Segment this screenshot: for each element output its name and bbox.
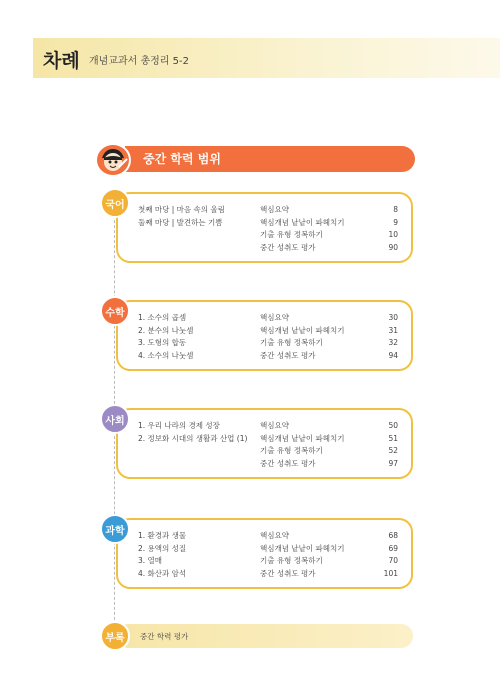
unit-item[interactable]: 4. 화산과 암석 bbox=[138, 568, 187, 578]
page-number: 10 bbox=[388, 230, 398, 239]
summary-row[interactable] bbox=[260, 458, 398, 471]
page-number: 70 bbox=[388, 556, 398, 565]
summary-label: 기출 유형 정복하기 bbox=[260, 446, 323, 455]
unit-item[interactable]: 1. 환경과 생물 bbox=[138, 531, 187, 540]
summary-label: 기출 유형 정복하기 bbox=[260, 556, 323, 565]
summary-label: 핵심개념 낱낱이 파헤치기 bbox=[260, 217, 345, 227]
unit-item[interactable]: 3. 열매 bbox=[138, 556, 163, 565]
page-number: 9 bbox=[393, 217, 398, 227]
unit-item[interactable]: 2. 분수의 나눗셈 bbox=[138, 325, 194, 335]
midterm-banner-bar bbox=[125, 146, 415, 172]
summary-row[interactable] bbox=[260, 420, 398, 433]
summary-label: 핵심개념 낱낱이 파헤치기 bbox=[260, 543, 345, 553]
social-badge: 사회 bbox=[100, 404, 130, 434]
mascot-face-icon bbox=[95, 143, 131, 177]
summary-row[interactable] bbox=[260, 543, 398, 556]
science-section-card bbox=[116, 518, 413, 589]
page-number: 50 bbox=[388, 421, 398, 430]
summary-row[interactable] bbox=[260, 204, 398, 217]
summary-label: 핵심개념 낱낱이 파헤치기 bbox=[260, 433, 345, 443]
appendix-label: 중간 학력 평가 bbox=[140, 632, 189, 641]
summary-row[interactable] bbox=[260, 530, 398, 543]
summary-row[interactable] bbox=[260, 433, 398, 446]
page-number: 97 bbox=[388, 458, 398, 468]
math-badge: 수학 bbox=[100, 296, 130, 326]
summary-row[interactable] bbox=[260, 242, 398, 255]
math-section-card bbox=[116, 300, 413, 371]
social-section-card bbox=[116, 408, 413, 479]
summary-row[interactable] bbox=[260, 568, 398, 581]
appendix-bar[interactable] bbox=[116, 624, 413, 648]
summary-label: 중간 성취도 평가 bbox=[260, 458, 316, 468]
summary-row[interactable] bbox=[260, 229, 398, 242]
unit-item[interactable]: 첫째 마당 | 마음 속의 울림 bbox=[138, 205, 225, 214]
page-number: 90 bbox=[388, 242, 398, 252]
summary-row[interactable] bbox=[260, 325, 398, 338]
page-number: 51 bbox=[388, 433, 398, 443]
summary-row[interactable] bbox=[260, 350, 398, 363]
page-number: 30 bbox=[388, 313, 398, 322]
page-number: 101 bbox=[383, 568, 398, 578]
summary-label: 중간 성취도 평가 bbox=[260, 568, 316, 578]
summary-label: 핵심요약 bbox=[260, 421, 289, 430]
page-number: 69 bbox=[388, 543, 398, 553]
unit-item[interactable]: 3. 도형의 합동 bbox=[138, 338, 187, 347]
summary-label: 핵심요약 bbox=[260, 205, 289, 214]
summary-label: 핵심요약 bbox=[260, 531, 289, 540]
summary-row[interactable] bbox=[260, 445, 398, 458]
unit-item[interactable]: 4. 소수의 나눗셈 bbox=[138, 350, 194, 360]
page-number: 52 bbox=[388, 446, 398, 455]
book-subtitle: 개념교과서 총정리 5-2 bbox=[89, 56, 189, 67]
summary-label: 기출 유형 정복하기 bbox=[260, 230, 323, 239]
unit-item[interactable]: 2. 정보화 시대의 생활과 산업 (1) bbox=[138, 433, 248, 443]
summary-label: 핵심요약 bbox=[260, 313, 289, 322]
page-number: 8 bbox=[393, 205, 398, 214]
midterm-banner-title: 중간 학력 범위 bbox=[143, 152, 221, 166]
summary-label: 중간 성취도 평가 bbox=[260, 350, 316, 360]
midterm-banner bbox=[95, 143, 415, 175]
summary-row[interactable] bbox=[260, 217, 398, 230]
summary-row[interactable] bbox=[260, 337, 398, 350]
page-number: 32 bbox=[388, 338, 398, 347]
summary-label: 기출 유형 정복하기 bbox=[260, 338, 323, 347]
appendix-badge: 부록 bbox=[100, 621, 130, 651]
unit-item[interactable]: 1. 소수의 곱셈 bbox=[138, 313, 187, 322]
summary-label: 중간 성취도 평가 bbox=[260, 242, 316, 252]
unit-item[interactable]: 1. 우리 나라의 경제 성장 bbox=[138, 421, 220, 430]
unit-item[interactable]: 둘째 마당 | 발견하는 기쁨 bbox=[138, 217, 223, 227]
summary-label: 핵심개념 낱낱이 파헤치기 bbox=[260, 325, 345, 335]
unit-item[interactable]: 2. 용액의 성질 bbox=[138, 543, 187, 553]
page-number: 68 bbox=[388, 531, 398, 540]
science-badge: 과학 bbox=[100, 514, 130, 544]
summary-row[interactable] bbox=[260, 312, 398, 325]
korean-section-card bbox=[116, 192, 413, 263]
page-number: 94 bbox=[388, 350, 398, 360]
toc-header bbox=[33, 38, 500, 78]
korean-badge: 국어 bbox=[100, 188, 130, 218]
toc-title: 차례 bbox=[43, 50, 80, 72]
page-number: 31 bbox=[388, 325, 398, 335]
summary-row[interactable] bbox=[260, 555, 398, 568]
